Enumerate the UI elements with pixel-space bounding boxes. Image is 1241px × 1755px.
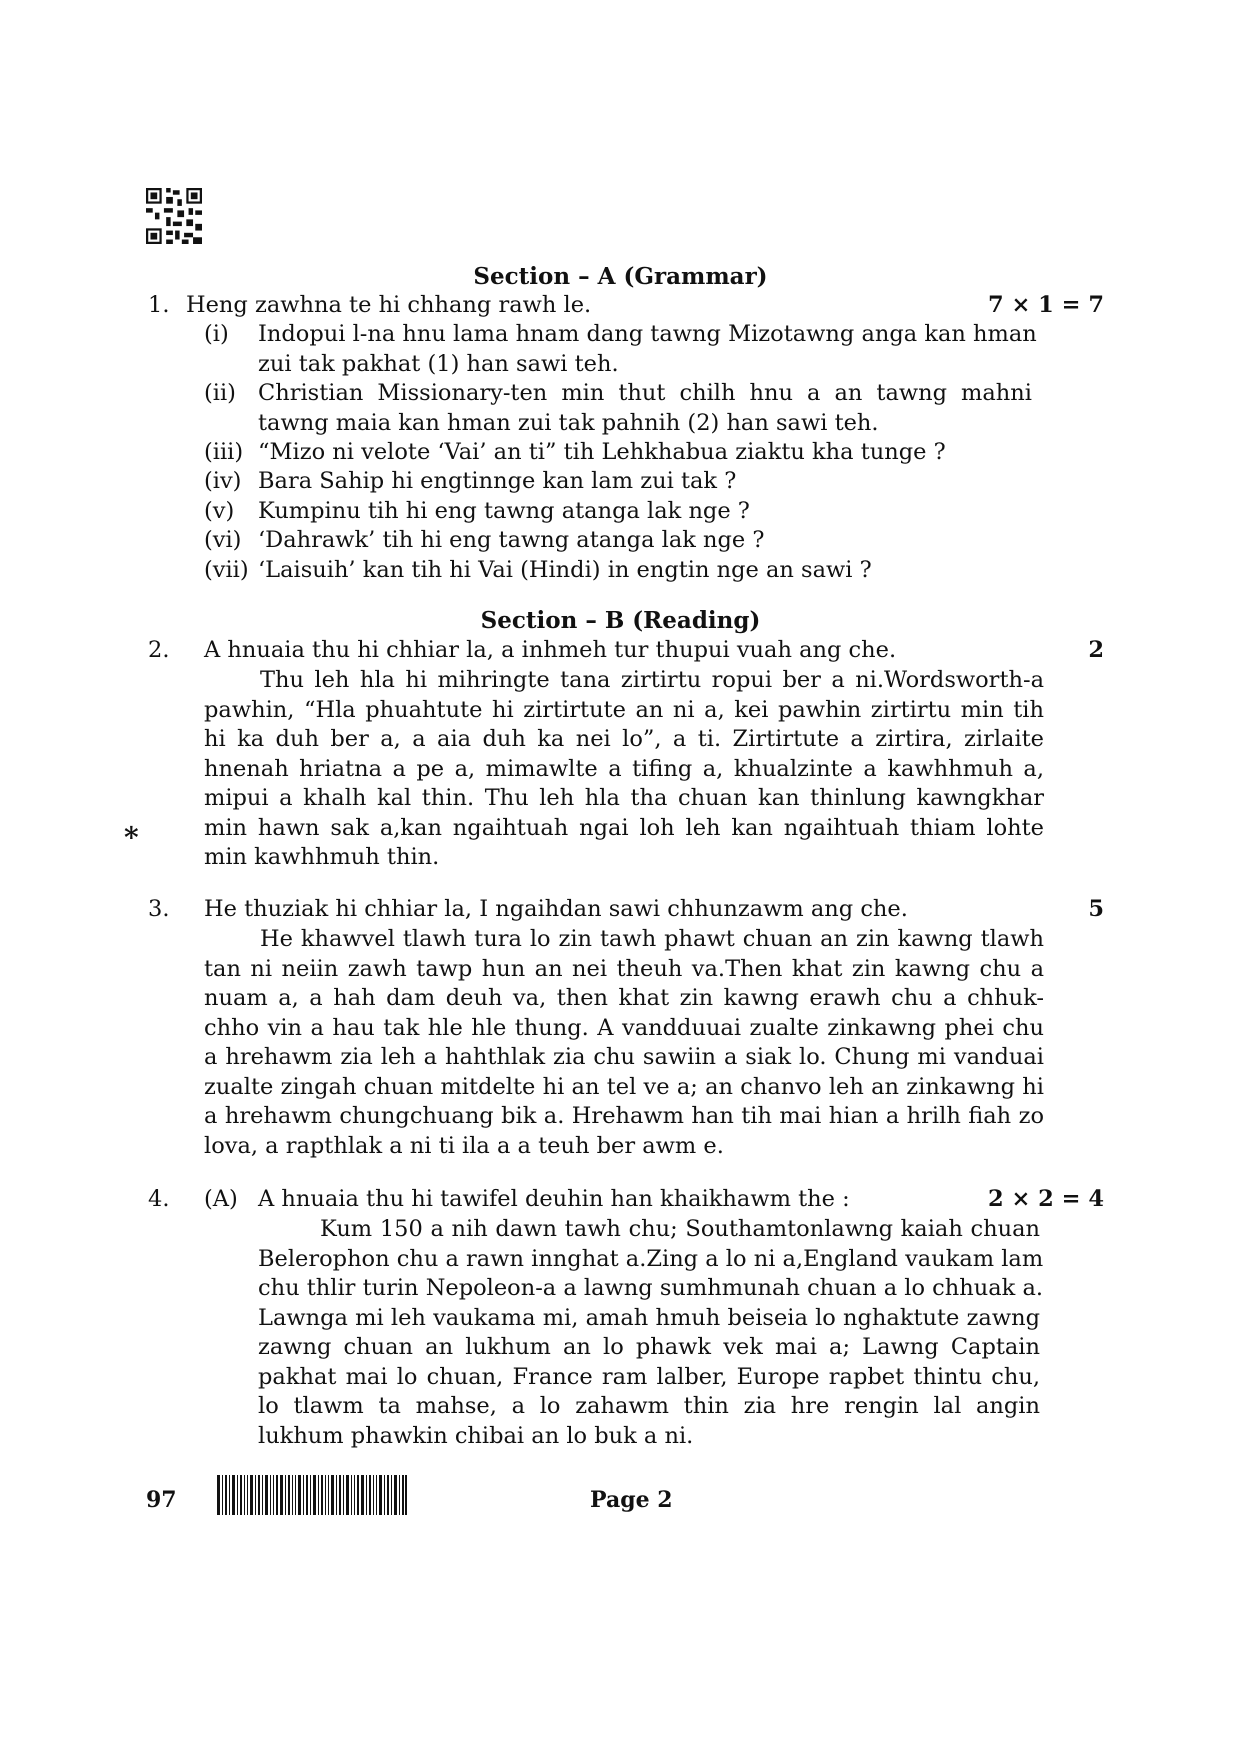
q4-passage: Kum 150 a nih dawn tawh chu; Southamtonlawng kaiah chuan Belerophon chu a rawn innghat a.Zing a lo ni a,England vaukam lam chu thlir turin Nepoleon-a a lawng sumhmunah chuan a lo chhuak a. Lawnga mi leh vaukama mi, amah hmuh beiseia lo nghaktute zawng zawng chuan an lukhum an lo phawk vek mai a; Lawng Captain pakhat mai lo chuan, France ram lalber, Europe rapbet thintu chu, lo tlawm ta mahse, a lo zahawm thin zia hre rengin lal angin lukhum phawkin chibai an lo buk a ni. [258,1216,1044,1449]
q1-item-text: ‘Dahrawk’ tih hi eng tawng atanga lak nge ? [258,527,765,553]
q3-marks: 5 [1088,896,1104,922]
q1-item-text: Christian Missionary-ten min thut chilh hnu a an tawng mahni tawng maia kan hman zui tak pahnih (2) han sawi teh. [258,380,1032,436]
q1-item-label: (vi) [204,527,242,553]
q1-item-label: (iv) [204,468,242,494]
q1-item-label: (v) [204,498,235,524]
section-b-title: Section – B (Reading) [480,607,761,634]
q1-item-text: ‘Laisuih’ kan tih hi Vai (Hindi) in engtin nge an sawi ? [258,557,872,583]
q1-item-label: (ii) [204,380,236,406]
question-paper-code: 97 [146,1487,177,1513]
q1-marks: 7 × 1 = 7 [987,292,1104,318]
q4-part-label: (A) [204,1186,238,1212]
q3-text: He thuziak hi chhiar la, I ngaihdan sawi chhunzawm ang che. [204,896,908,922]
q1-text: Heng zawhna te hi chhang rawh le. [186,292,592,318]
q2-marks: 2 [1088,637,1104,663]
q4-marks: 2 × 2 = 4 [987,1186,1104,1212]
q4-number: 4. [148,1186,170,1212]
q1-item-text: Kumpinu tih hi eng tawng atanga lak nge ? [258,498,750,524]
q2-passage: Thu leh hla hi mihringte tana zirtirtu ropui ber a ni.Wordsworth-a pawhin, “Hla phuahtute hi zirtirtute an ni a, kei pawhin zirtirtu min tih hi ka duh ber a, a aia duh ka nei lo”, a ti. Zirtirtute a zirtira, zirlaite hnenah hriatna a pe a, mimawlte a tifing a, khualzinte a kawhhmuh a, mipui a khalh kal thin. Thu leh hla tha chuan kan thinlung kawngkhar min hawn sak a,kan ngaihtuah ngai loh leh kan ngaihtuah thiam lohte min kawhhmuh thin. [204,667,1044,870]
page-number: Page 2 [590,1487,673,1513]
q1-number: 1. [148,292,170,318]
q1-item-text: Bara Sahip hi engtinnge kan lam zui tak ? [258,468,737,494]
q2-text: A hnuaia thu hi chhiar la, a inhmeh tur thupui vuah ang che. [204,637,897,663]
section-a-title: Section – A (Grammar) [473,263,768,290]
q3-number: 3. [148,896,170,922]
q1-item-label: (i) [204,321,229,347]
q1-item-text: “Mizo ni velote ‘Vai’ an ti” tih Lehkhabua ziaktu kha tunge ? [258,439,946,465]
q4-text: A hnuaia thu hi tawifel deuhin han khaikhawm the : [258,1186,850,1212]
star-mark: * [124,821,139,854]
barcode-icon [217,1475,407,1515]
q1-item-text: Indopui l-na hnu lama hnam dang tawng Mizotawng anga kan hman zui tak pakhat (1) han sawi teh. [258,321,1037,377]
q1-item-label: (vii) [204,557,249,583]
q2-number: 2. [148,637,170,663]
q3-passage: He khawvel tlawh tura lo zin tawh phawt chuan an zin kawng tlawh tan ni neiin zawh tawp hun an nei theuh va.Then khat zin kawng chu a nuam a, a hah dam deuh va, then khat zin kawng erawh chu a chhuk- chho vin a hau tak hle hle thung. A vandduuai zualte zinkawng phei chu a hrehawm zia leh a hahthlak zia chu sawiin a siak lo. Chung mi vanduai zualte zingah chuan mitdelte hi an tel ve a; an chanvo leh an zinkawng hi a hrehawm chungchuang bik a. Hrehawm han tih mai hian a hrilh fiah zo lova, a rapthlak a ni ti ila a a teuh ber awm e. [204,926,1044,1159]
q1-item-label: (iii) [204,439,244,465]
